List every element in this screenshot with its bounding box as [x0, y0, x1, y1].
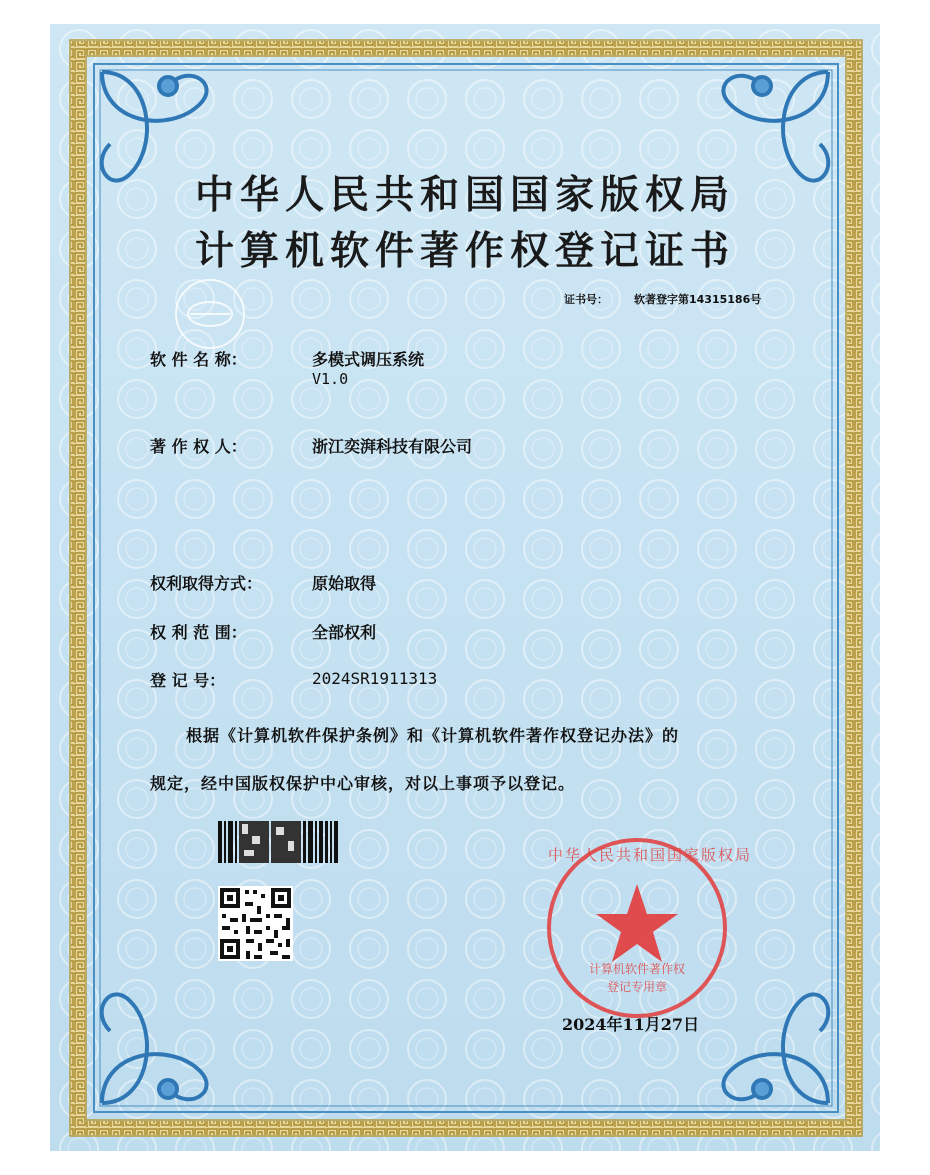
seal-inner-line2: 登记专用章 — [606, 980, 667, 994]
certificate-title-line2: 计算机软件著作权登记证书 — [194, 228, 735, 274]
software-name-value: 多模式调压系统 — [312, 350, 425, 369]
certificate-number-label: 证书号： — [564, 293, 608, 306]
software-version: V1.0 — [312, 370, 349, 388]
qr-code-icon — [218, 886, 293, 961]
barcode-icon — [218, 821, 338, 863]
certificate-number-value: 软著登字第14315186号 — [634, 293, 762, 306]
copyright-owner-label: 著 作 权 人： — [150, 437, 247, 456]
registration-number-label: 登 记 号： — [150, 671, 226, 690]
rights-scope-label: 权 利 范 围： — [150, 623, 247, 642]
certificate-paper — [50, 24, 880, 1151]
seal-inner-line1: 计算机软件著作权 — [588, 962, 685, 976]
seal-outer-text: 中华人民共和国国家版权局 — [548, 846, 753, 864]
acquisition-method-label: 权利取得方式： — [150, 574, 263, 593]
registration-number-value: 2024SR1911313 — [312, 669, 438, 688]
copyright-owner-value: 浙江奕湃科技有限公司 — [312, 437, 473, 456]
statement-line1: 根据《计算机软件保护条例》和《计算机软件著作权登记办法》的 — [186, 726, 680, 745]
statement-line2: 规定，经中国版权保护中心审核，对以上事项予以登记。 — [150, 774, 576, 793]
certificate-title-line1: 中华人民共和国国家版权局 — [194, 172, 735, 218]
issue-date: 2024年11月27日 — [562, 1015, 700, 1034]
software-name-label: 软 件 名 称： — [150, 350, 247, 369]
rights-scope-value: 全部权利 — [312, 623, 377, 642]
acquisition-method-value: 原始取得 — [312, 574, 377, 593]
